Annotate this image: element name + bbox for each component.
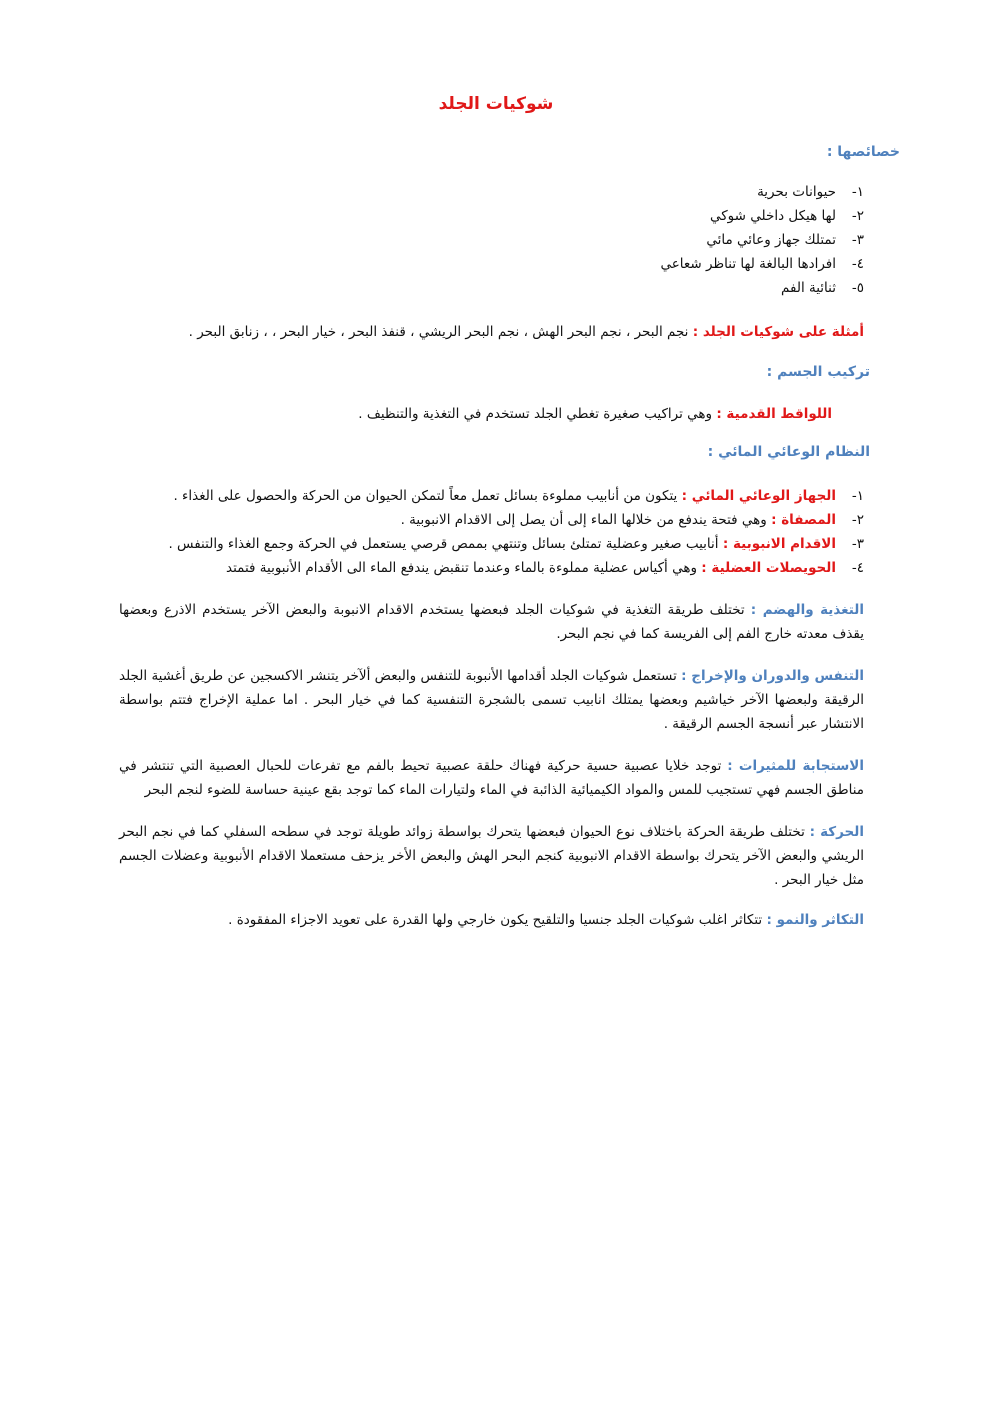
reproduction-paragraph: [119, 908, 864, 932]
list-label: المصفاة :: [771, 512, 836, 528]
list-text: لها هيكل داخلي شوكي: [710, 208, 836, 224]
list-text: يتكون من أنابيب مملوءة بسائل تعمل معاً لتمكن الحيوان من الحركة والحصول على الغذاء .: [173, 488, 678, 504]
list-item: [168, 508, 864, 532]
respiration-label: التنفس والدوران والإخراج :: [681, 668, 864, 684]
list-item: [168, 532, 864, 556]
page-title: شوكيات الجلد: [438, 94, 554, 114]
list-item: [168, 484, 864, 508]
list-item: [168, 556, 864, 580]
list-label: الاقدام الانبوبية :: [722, 536, 836, 552]
examples-label: أمثلة على شوكيات الجلد :: [692, 324, 864, 340]
characteristics-list: [660, 180, 864, 300]
list-item: [660, 252, 864, 276]
response-text: توجد خلايا عصبية حسية حركية فهناك حلقة عصبية تحيط بالفم مع تفرعات للحبال العصبية التي تنتشر في مناطق الجسم فهي تستجيب للمس والمواد الكيميائية الذائبة في الماء ولتيارات الماء كما توجد بقع عينية حساسة للضوء لنجم البحر: [119, 758, 864, 798]
list-text: حيوانات بحرية: [757, 184, 836, 200]
list-number: ٥-: [851, 280, 864, 296]
movement-paragraph: [119, 820, 864, 892]
characteristics-heading: خصائصها :: [826, 144, 900, 160]
water-vascular-heading: النظام الوعائي المائي :: [707, 444, 870, 460]
list-text: ثنائية الفم: [781, 280, 836, 296]
list-number: ٣-: [851, 536, 864, 552]
tube-feet-label: اللواقط القدمية :: [716, 406, 832, 422]
list-text: وهي أكياس عضلية مملوءة بالماء وعندما تنقبض يندفع الماء الى الأقدام الأنبوبية فتمتد: [225, 560, 697, 576]
tube-feet-text: وهي تراكيب صغيرة تغطي الجلد تستخدم في التغذية والتنظيف .: [358, 406, 713, 422]
list-number: ٤-: [851, 256, 864, 272]
respiration-text: تستعمل شوكيات الجلد أقدامها الأنبوبة للتنفس والبعض ألآخر يتنشر الاكسجين عن طريق أغشية الجلد الرقيقة ولبعضها الآخر خياشيم وبعضها يمتلك انابيب تسمى بالشجرة التنفسية كما في خيار البحر . اما عملية الإخراج فتتم بواسطة الانتشار عبر أنسجة الجسم الرقيقة .: [119, 668, 864, 732]
body-structure-paragraph: [358, 402, 832, 426]
list-number: ٢-: [851, 208, 864, 224]
examples-paragraph: [119, 320, 864, 344]
movement-text: تختلف طريقة الحركة باختلاف نوع الحيوان فبعضها يتحرك بواسطة زوائد طويلة توجد في سطحه السفلي كما في نجم البحر الريشي والبعض الآخر يتحرك بواسطة الاقدام الانبوبية كنجم البحر الهش والبعض الأخر يزحف مستعملا الاقدام الأنبوبية وعضلات الجسم مثل خيار البحر .: [119, 824, 864, 888]
list-item: [660, 180, 864, 204]
list-text: افرادها البالغة لها تناظر شعاعي: [660, 256, 836, 272]
list-item: [660, 276, 864, 300]
nutrition-paragraph: [119, 598, 864, 646]
list-number: ٣-: [851, 232, 864, 248]
list-label: الجهاز الوعائي المائي :: [681, 488, 836, 504]
reproduction-text: تتكاثر اغلب شوكيات الجلد جنسيا والتلقيح يكون خارجي ولها القدرة على تعويد الاجزاء المفقودة .: [228, 912, 763, 928]
water-vascular-list: [168, 484, 864, 580]
list-label: الحويصلات العضلية :: [701, 560, 836, 576]
list-item: [660, 228, 864, 252]
list-text: وهي فتحة يندفع من خلالها الماء إلى أن يصل إلى الاقدام الانبوبية .: [400, 512, 767, 528]
list-number: ١-: [851, 184, 864, 200]
list-text: أنابيب صغير وعضلية تمتلئ بسائل وتنتهي بممص قرصي يستعمل في الحركة وجمع الغذاء والتنفس .: [168, 536, 719, 552]
response-label: الاستجابة للمثيرات :: [727, 758, 864, 774]
nutrition-label: التغذية والهضم :: [750, 602, 865, 618]
list-item: [660, 204, 864, 228]
reproduction-label: التكاثر والنمو :: [766, 912, 864, 928]
examples-text: نجم البحر ، نجم البحر الهش ، نجم البحر الريشي ، قنفذ البحر ، خيار البحر ، ، زنابق البحر .: [188, 324, 689, 340]
list-number: ٤-: [851, 560, 864, 576]
list-number: ١-: [851, 488, 864, 504]
list-number: ٢-: [851, 512, 864, 528]
list-text: تمتلك جهاز وعائي مائي: [706, 232, 836, 248]
response-paragraph: [119, 754, 864, 802]
movement-label: الحركة :: [809, 824, 864, 840]
respiration-paragraph: [119, 664, 864, 736]
nutrition-text: تختلف طريقة التغذية في شوكيات الجلد فبعضها يستخدم الاقدام الانبوبة والبعض الآخر يستخدم الاذرع وبعضها يقذف معدته خارج الفم إلى الفريسة كما في نجم البحر.: [119, 602, 864, 642]
body-structure-heading: تركيب الجسم :: [766, 364, 870, 380]
